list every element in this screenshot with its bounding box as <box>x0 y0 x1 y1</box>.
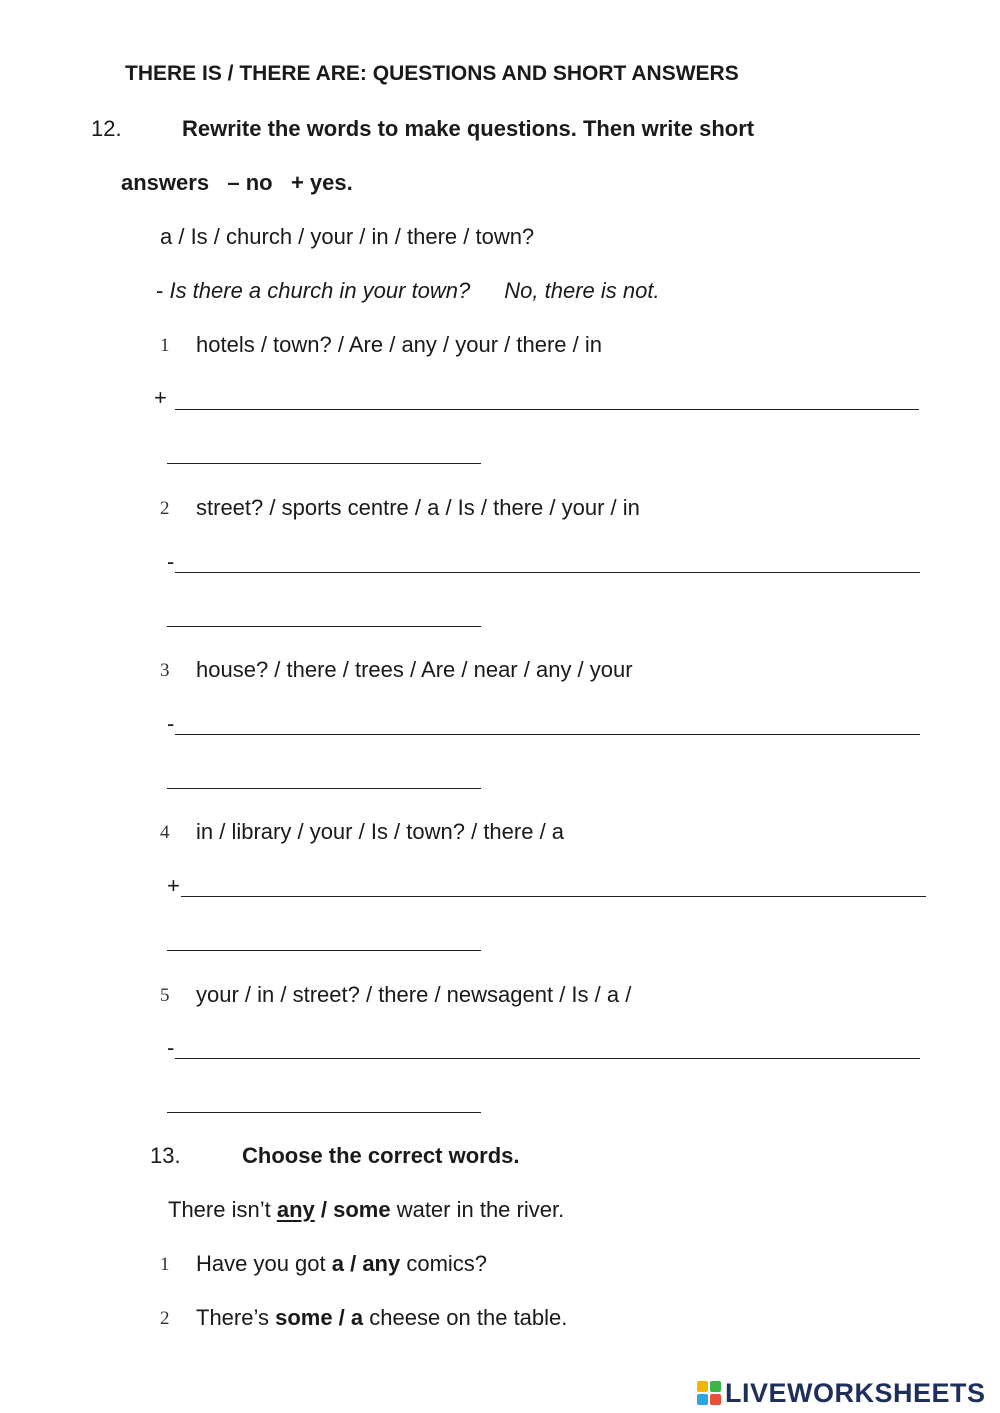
question-answer-line[interactable] <box>181 896 926 897</box>
item-words: hotels / town? / Are / any / your / there / in <box>196 332 602 357</box>
choice-select[interactable]: a / any <box>331 1251 401 1276</box>
item-number: 1 <box>160 1254 170 1275</box>
ex13-example <box>168 1197 564 1223</box>
choice-some[interactable]: some <box>333 1197 391 1222</box>
item-words: street? / sports centre / a / Is / there / your / in <box>196 495 640 520</box>
item-words: house? / there / trees / Are / near / any / your <box>196 657 633 682</box>
short-answer-line[interactable] <box>167 626 481 627</box>
question-answer-line[interactable] <box>175 1058 920 1059</box>
question-answer-line[interactable] <box>175 409 919 410</box>
exercise-12-number: 12. <box>91 116 122 141</box>
ex13-item <box>196 1305 567 1331</box>
example-dash: - <box>156 278 170 303</box>
answer-sign: - <box>167 549 175 574</box>
item-number: 1 <box>160 335 170 356</box>
example-short-answer: No, there is not. <box>504 278 660 303</box>
ex13-example-pre: There isn’t <box>168 1197 277 1222</box>
liveworksheets-logo[interactable] <box>697 1378 986 1408</box>
ex13-item <box>196 1251 487 1277</box>
item-number: 2 <box>160 1308 170 1329</box>
exercise-12-instruction: Rewrite the words to make questions. Then write short <box>182 116 755 141</box>
item-number: 5 <box>160 985 170 1006</box>
logo-square <box>697 1394 708 1405</box>
short-answer-line[interactable] <box>167 463 481 464</box>
item-number: 2 <box>160 498 170 519</box>
exercise-12-instruction-cont: answers – no + yes. <box>121 170 353 195</box>
example-words: a / Is / church / your / in / there / town? <box>160 224 535 249</box>
logo-mark-icon <box>697 1381 721 1405</box>
logo-square <box>710 1381 721 1392</box>
short-answer-line[interactable] <box>167 788 481 789</box>
exercise-13-number: 13. <box>150 1143 181 1168</box>
answer-sign: - <box>167 711 175 736</box>
ex13-example-post: water in the river. <box>390 1197 565 1222</box>
logo-text: LIVEWORKSHEETS <box>725 1377 986 1408</box>
ex13-item-post: cheese on the table. <box>363 1305 568 1330</box>
ex13-item-pre: Have you got <box>196 1251 332 1276</box>
choice-select[interactable]: some / a <box>275 1305 364 1330</box>
item-number: 4 <box>160 822 170 843</box>
answer-sign: - <box>167 1035 175 1060</box>
choice-separator: / <box>314 1197 334 1222</box>
exercise-13-instruction: Choose the correct words. <box>242 1143 520 1168</box>
item-number: 3 <box>160 660 170 681</box>
answer-sign: + <box>154 385 167 410</box>
choice-any-selected[interactable]: any <box>276 1197 315 1222</box>
item-words: in / library / your / Is / town? / there / a <box>196 819 565 844</box>
short-answer-line[interactable] <box>167 1112 481 1113</box>
answer-sign: + <box>167 873 180 898</box>
example-answer-line <box>156 278 660 304</box>
page-title: THERE IS / THERE ARE: QUESTIONS AND SHORT ANSWERS <box>125 62 739 85</box>
ex13-item-post: comics? <box>400 1251 488 1276</box>
ex13-item-pre: There’s <box>196 1305 276 1330</box>
question-answer-line[interactable] <box>175 572 920 573</box>
short-answer-line[interactable] <box>167 950 481 951</box>
example-question: Is there a church in your town? <box>169 278 471 303</box>
item-words: your / in / street? / there / newsagent / Is / a / <box>196 982 632 1007</box>
logo-square <box>697 1381 708 1392</box>
logo-square <box>710 1394 721 1405</box>
question-answer-line[interactable] <box>175 734 920 735</box>
